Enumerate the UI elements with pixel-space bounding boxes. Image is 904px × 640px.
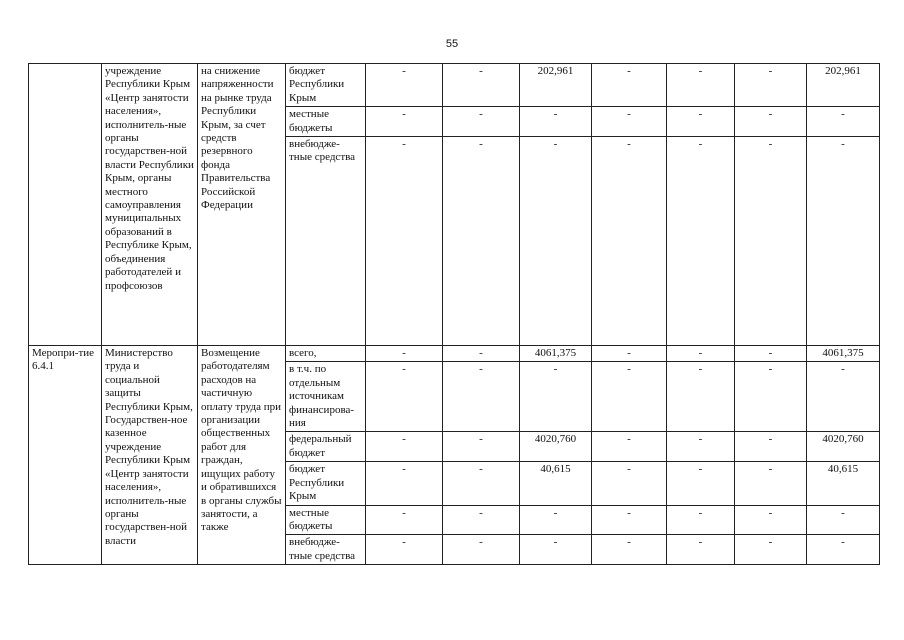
value-cell: -	[735, 107, 807, 137]
value-cell: -	[592, 535, 667, 565]
value-cell: -	[735, 362, 807, 432]
value-cell: -	[807, 362, 880, 432]
value-cell: 4061,375	[520, 346, 592, 362]
value-cell: -	[667, 137, 735, 346]
value-cell: -	[366, 362, 443, 432]
funding-source-cell: бюджет Республики Крым	[286, 64, 366, 107]
value-cell: -	[443, 346, 520, 362]
table-row	[29, 64, 880, 107]
value-cell: -	[520, 137, 592, 346]
executor-cell: учреждение Республики Крым «Центр занятости населения», исполнитель-ные органы государствен-ной власти Республики Крым, органы местного самоуправления муниципальных образований в Республике Крым, объединения работодателей и профсоюзов	[102, 64, 198, 346]
value-cell: 4020,760	[520, 432, 592, 462]
value-cell: -	[592, 107, 667, 137]
table-row	[29, 346, 880, 362]
value-cell: -	[735, 432, 807, 462]
value-cell: -	[735, 137, 807, 346]
value-cell: -	[667, 462, 735, 505]
value-cell: 4061,375	[807, 346, 880, 362]
value-cell: -	[592, 64, 667, 107]
value-cell: -	[366, 505, 443, 535]
value-cell: -	[443, 362, 520, 432]
value-cell: 40,615	[520, 462, 592, 505]
event-cell: Меропри-тие 6.4.1	[29, 346, 102, 565]
value-cell: -	[592, 505, 667, 535]
value-cell: -	[443, 137, 520, 346]
value-cell: -	[592, 462, 667, 505]
value-cell: -	[520, 362, 592, 432]
value-cell: -	[592, 346, 667, 362]
value-cell: -	[735, 535, 807, 565]
value-cell: 202,961	[520, 64, 592, 107]
value-cell: -	[443, 432, 520, 462]
value-cell: -	[735, 346, 807, 362]
value-cell: -	[807, 107, 880, 137]
value-cell: -	[366, 432, 443, 462]
value-cell: -	[520, 535, 592, 565]
value-cell: -	[443, 535, 520, 565]
value-cell: -	[520, 505, 592, 535]
description-cell: на снижение напряженности на рынке труда Республики Крым, за счет средств резервного фонда Правительства Российской Федерации	[198, 64, 286, 346]
value-cell: -	[520, 107, 592, 137]
funding-source-cell: всего,	[286, 346, 366, 362]
value-cell: -	[735, 64, 807, 107]
value-cell: -	[443, 64, 520, 107]
value-cell: 202,961	[807, 64, 880, 107]
value-cell: -	[443, 107, 520, 137]
financing-table	[28, 63, 880, 565]
funding-source-cell: бюджет Республики Крым	[286, 462, 366, 505]
value-cell: -	[366, 346, 443, 362]
value-cell: -	[366, 107, 443, 137]
value-cell: -	[592, 432, 667, 462]
funding-source-cell: федеральный бюджет	[286, 432, 366, 462]
description-cell: Возмещение работодателям расходов на частичную оплату труда при организации общественных работ для граждан, ищущих работу и обратившихся в органы службы занятости, а также	[198, 346, 286, 565]
funding-source-cell: местные бюджеты	[286, 107, 366, 137]
value-cell: -	[443, 505, 520, 535]
funding-source-cell: внебюдже-тные средства	[286, 137, 366, 346]
value-cell: -	[667, 362, 735, 432]
value-cell: -	[667, 346, 735, 362]
value-cell: -	[366, 137, 443, 346]
value-cell: -	[366, 462, 443, 505]
value-cell: -	[667, 107, 735, 137]
funding-source-cell: местные бюджеты	[286, 505, 366, 535]
value-cell: -	[807, 137, 880, 346]
value-cell: -	[735, 505, 807, 535]
value-cell: -	[735, 462, 807, 505]
executor-cell: Министерство труда и социальной защиты Республики Крым, Государствен-ное казенное учреждение Республики Крым «Центр занятости населения», исполнитель-ные органы государствен-ной власти	[102, 346, 198, 565]
value-cell: -	[667, 432, 735, 462]
page-number: 55	[445, 38, 459, 50]
value-cell: -	[592, 362, 667, 432]
event-cell	[29, 64, 102, 346]
value-cell: -	[807, 505, 880, 535]
value-cell: -	[667, 505, 735, 535]
value-cell: 40,615	[807, 462, 880, 505]
value-cell: -	[366, 64, 443, 107]
value-cell: -	[667, 535, 735, 565]
value-cell: -	[807, 535, 880, 565]
value-cell: 4020,760	[807, 432, 880, 462]
value-cell: -	[667, 64, 735, 107]
value-cell: -	[366, 535, 443, 565]
value-cell: -	[592, 137, 667, 346]
funding-source-cell: внебюдже-тные средства	[286, 535, 366, 565]
table-body	[29, 64, 880, 565]
value-cell: -	[443, 462, 520, 505]
funding-source-cell: в т.ч. по отдельным источникам финансирова-ния	[286, 362, 366, 432]
